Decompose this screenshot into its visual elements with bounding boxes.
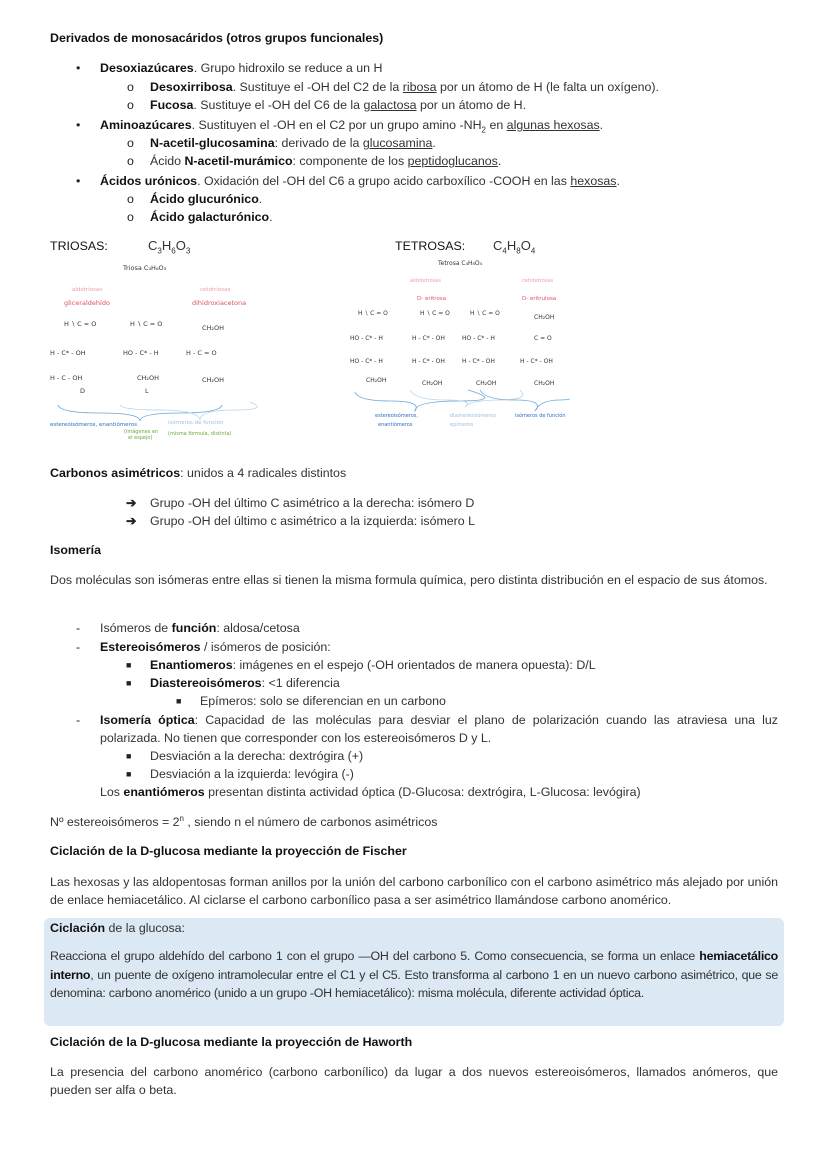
sub: 3 (157, 246, 162, 256)
list-item-izquierda: Desviación a la izquierda: levógira (-) (150, 767, 354, 781)
sketch-group-right: cetotetrosas (522, 278, 554, 284)
sub: 4 (502, 246, 507, 256)
text: . (497, 154, 502, 168)
text: Reacciona el grupo aldehído del carbono 1 con el grupo —OH del carbono 5. Como consecuencia, se forma un enlace (50, 949, 700, 963)
sub: 4 (530, 246, 536, 256)
col4-r1: CH₂OH (534, 314, 555, 321)
col2-r3: CH₂OH (137, 374, 160, 382)
list-item-muramico (150, 152, 501, 170)
text: presentan distinta actividad óptica (D-Glucosa: dextrógira, L-Glucosa: levógira) (204, 785, 641, 799)
dash-bullet-icon: - (76, 621, 81, 635)
note3: isómeros de función (515, 413, 566, 419)
circle-bullet-icon: o (127, 98, 134, 112)
callout-text (50, 947, 778, 1003)
text: , siendo n el número de carbonos asimétricos (183, 815, 438, 829)
text: : unidos a 4 radicales distintos (180, 466, 347, 480)
col2-r4: CH₂OH (422, 380, 443, 387)
col3-r3: H - C* - OH (462, 358, 495, 365)
note-left-sub: (imágenes en (124, 429, 159, 435)
el: C (493, 238, 503, 253)
text: . Sustituye el -OH del C2 de la (232, 80, 403, 94)
note-right: isómeros de función (168, 420, 224, 426)
bullet-icon: • (76, 61, 81, 75)
term: Ciclación (50, 921, 106, 935)
text: : imágenes en el espejo (-OH orientados de manera opuesta): D/L (232, 658, 596, 672)
sketch-head: Tetrosa C₄H₈O₄ (438, 260, 483, 267)
list-item-funcion (100, 619, 300, 637)
el: O (175, 238, 186, 253)
list-item-nacetil (150, 134, 436, 152)
triosas-formula (148, 237, 190, 255)
list-item-derecha: Desviación a la derecha: dextrógira (+) (150, 749, 364, 763)
link-ribosa[interactable]: ribosa (402, 80, 437, 94)
col1-r1: H ∖ C = O (358, 310, 388, 317)
term: Ácidos urónicos (100, 174, 198, 188)
col2-r2: HO - C* - H (123, 349, 159, 357)
brace-icon (120, 402, 257, 420)
term: N-acetil-murámico (184, 154, 293, 168)
col3-r1: H ∖ C = O (470, 310, 500, 317)
circle-bullet-icon: o (127, 80, 134, 94)
brace-icon (480, 390, 570, 411)
sub: 8 (516, 246, 521, 256)
term: Diastereoisómeros (150, 676, 262, 690)
el: C (148, 238, 158, 253)
isomeria-intro: Dos moléculas son isómeras entre ellas si tienen la misma formula química, pero distinta distribución en el espacio de sus átomos. (50, 573, 768, 587)
arrow-right-icon: ➔ (126, 496, 137, 510)
term: Desoxiazúcares (100, 61, 194, 75)
term: enantiómeros (123, 785, 205, 799)
term: Carbonos asimétricos (50, 466, 181, 480)
list-item-diastereo (150, 674, 340, 692)
triosas-sketch (50, 258, 260, 443)
text: Isómeros de (100, 621, 172, 635)
col1-r2: H - C* - OH (50, 349, 86, 357)
link-hexosas[interactable]: algunas hexosas (506, 118, 600, 132)
col1-r2: HO - C* - H (350, 335, 383, 342)
square-bullet-icon: ■ (126, 660, 132, 670)
arrow-item: Grupo -OH del último C asimétrico a la derecha: isómero D (150, 496, 475, 510)
triosas-label: TRIOSAS: (50, 239, 108, 253)
section-title-isomeria: Isomería (50, 543, 101, 557)
col3-r4: CH₂OH (476, 380, 497, 387)
dash-bullet-icon: - (76, 640, 81, 654)
list-item-desoxirribosa (150, 78, 659, 96)
note-right-sub: (misma fórmula, distinta) (168, 431, 232, 437)
term: Estereoisómeros (100, 640, 201, 654)
link-galactosa[interactable]: galactosa (363, 98, 417, 112)
term: N-acetil-glucosamina (150, 136, 275, 150)
text: . Oxidación del -OH del C6 a grupo acido carboxílico -COOH en las (197, 174, 571, 188)
text: : derivado de la (274, 136, 363, 150)
text: , un puente de oxígeno intramolecular entre el C1 y el C5. Esto transforma al carbono 1 en un nuevo carbono asimétrico, que se denomina: carbono anomérico (unido a un grupo -OH hemiacetálico): misma molécula, diferente actividad óptica. (50, 967, 778, 1001)
text: . (432, 136, 436, 150)
sketch-head: Triosa C₃H₆O₃ (123, 264, 167, 272)
section-title-fischer: Ciclación de la D-glucosa mediante la proyección de Fischer (50, 844, 407, 858)
list-item-epimeros: Epímeros: solo se diferencian en un carbono (200, 694, 446, 708)
section-title-derivados: Derivados de monosacáridos (otros grupos funcionales) (50, 31, 384, 45)
list-item-glucuronico (150, 190, 262, 208)
arrow-right-icon: ➔ (126, 514, 137, 528)
sketch-group-left: aldotetrosas (410, 278, 441, 284)
term: Ácido galacturónico (150, 210, 270, 224)
sub: 6 (171, 246, 176, 256)
col1-r4: D (80, 387, 86, 395)
carbonos-definition (50, 464, 346, 482)
text: . (599, 118, 604, 132)
dash-bullet-icon: - (76, 713, 81, 727)
col4-r3: H - C* - OH (520, 358, 553, 365)
term: hemiacetálico interno (50, 949, 778, 982)
brace-icon (58, 405, 222, 421)
brace-icon (355, 390, 485, 411)
list-item-enantio (150, 656, 596, 674)
link-hexosas[interactable]: hexosas (570, 174, 617, 188)
text: . Grupo hidroxilo se reduce a un H (193, 61, 383, 75)
callout-title (50, 919, 185, 937)
col3-r1: CH₂OH (202, 324, 225, 332)
col2-r2: H - C* - OH (412, 335, 445, 342)
col1-r3: HO - C* - H (350, 358, 383, 365)
tetrosas-label: TETROSAS: (395, 239, 466, 253)
el: H (161, 238, 172, 253)
col2-r1: H ∖ C = O (130, 320, 163, 328)
text: por un átomo de H (le falta un oxígeno). (436, 80, 659, 94)
col1-r4: CH₂OH (366, 377, 387, 384)
col2-r4: L (145, 387, 149, 395)
fischer-text: Las hexosas y las aldopentosas forman anillos por la unión del carbono carbonílico con el carbono asimétrico más alejado por unión de enlace hemiacetálico. Al ciclarse el carbono carbonílico pasa a ser asimétrico llamándose carbono anomérico. (50, 875, 778, 908)
el: O (520, 238, 531, 253)
col2-r3: H - C* - OH (412, 358, 445, 365)
sub: 3 (185, 246, 191, 256)
text: . (269, 210, 273, 224)
subscript: 2 (481, 125, 486, 135)
term: función (171, 621, 217, 635)
text: Ácido (150, 154, 185, 168)
text: : <1 diferencia (261, 676, 340, 690)
term: Ácido glucurónico (150, 192, 259, 206)
circle-bullet-icon: o (127, 192, 134, 206)
term: Enantiomeros (150, 658, 233, 672)
col4-r2: C = O (534, 335, 552, 342)
link-glucosamina[interactable]: glucosamina (362, 136, 433, 150)
list-item-uronicos (100, 172, 620, 190)
haworth-text: La presencia del carbono anomérico (carbono carbonílico) da lugar a dos nuevos estereoisómeros, llamados anómeros, que pueden ser alfa o beta. (50, 1065, 778, 1098)
square-bullet-icon: ■ (126, 769, 132, 779)
text: : componente de los (292, 154, 408, 168)
circle-bullet-icon: o (127, 154, 134, 168)
el: H (506, 238, 517, 253)
sketch-name-right: D- eritrulosa (522, 296, 557, 302)
list-item-fucosa (150, 96, 526, 114)
list-item-aminoazucares (100, 116, 603, 134)
text: . (258, 192, 263, 206)
estereoisomeros-formula (50, 813, 437, 831)
sketch-group-right: cetotriosas (200, 287, 231, 293)
text: Los (100, 785, 124, 799)
enantiomeros-note (100, 783, 641, 801)
superscript: n (179, 813, 184, 823)
term: Isomería óptica (100, 713, 195, 727)
col2-r1: H ∖ C = O (420, 310, 450, 317)
square-bullet-icon: ■ (126, 751, 132, 761)
list-item-estereo (100, 638, 331, 656)
col3-r2: HO - C* - H (462, 335, 495, 342)
sketch-name-left: D- eritrosa (417, 296, 447, 302)
tetrosas-sketch (350, 255, 570, 435)
sketch-group-left: aldotriosas (72, 287, 103, 293)
text: de la glucosa: (105, 921, 185, 935)
term: Desoxirribosa (150, 80, 233, 94)
col3-r2: H - C = O (186, 349, 217, 357)
bullet-icon: • (76, 118, 81, 132)
circle-bullet-icon: o (127, 210, 134, 224)
section-title-haworth: Ciclación de la D-glucosa mediante la proyección de Haworth (50, 1035, 413, 1049)
note1b: enantiómeros (378, 422, 413, 428)
text: Nº estereoisómeros = 2 (50, 815, 180, 829)
note-left-sub: el espejo) (128, 435, 153, 441)
text: en (486, 118, 507, 132)
square-bullet-icon: ■ (126, 678, 132, 688)
arrow-item: Grupo -OH del último c asimétrico a la izquierda: isómero L (150, 514, 476, 528)
sketch-name-left: gliceraldehído (64, 299, 110, 307)
text: : Capacidad de las moléculas para desviar el plano de polarización cuando las atraviesa una luz polarizada. No tienen que corresponder con los estereoisómeros D y L. (100, 713, 778, 746)
list-item-desoxiazucares (100, 59, 382, 77)
text: por un átomo de H. (416, 98, 527, 112)
list-item-galacturonico (150, 208, 273, 226)
col3-r3: CH₂OH (202, 376, 225, 384)
col1-r1: H ∖ C = O (64, 320, 97, 328)
note1: estereoisómeros, (375, 413, 418, 419)
link-peptidoglucanos[interactable]: peptidoglucanos (407, 154, 498, 168)
list-item-optica (100, 711, 778, 748)
text: . Sustituyen el -OH en el C2 por un grupo amino -NH (191, 118, 482, 132)
square-bullet-icon: ■ (176, 696, 182, 706)
note2: diastereoisómeros (450, 413, 496, 419)
term: Aminoazúcares (100, 118, 192, 132)
text: / isómeros de posición: (200, 640, 331, 654)
bullet-icon: • (76, 174, 81, 188)
note-left: estereoisómeros, enantiómeros (50, 422, 137, 428)
sketch-name-right: dihidroxiacetona (192, 299, 247, 307)
text: . Sustituye el -OH del C6 de la (193, 98, 364, 112)
circle-bullet-icon: o (127, 136, 134, 150)
term: Fucosa (150, 98, 194, 112)
col4-r4: CH₂OH (534, 380, 555, 387)
tetrosas-formula (493, 237, 535, 255)
brace-icon (410, 390, 523, 407)
text: : aldosa/cetosa (216, 621, 300, 635)
col1-r3: H - C - OH (50, 374, 83, 382)
text: . (616, 174, 620, 188)
note2b: epímeros (450, 422, 474, 428)
